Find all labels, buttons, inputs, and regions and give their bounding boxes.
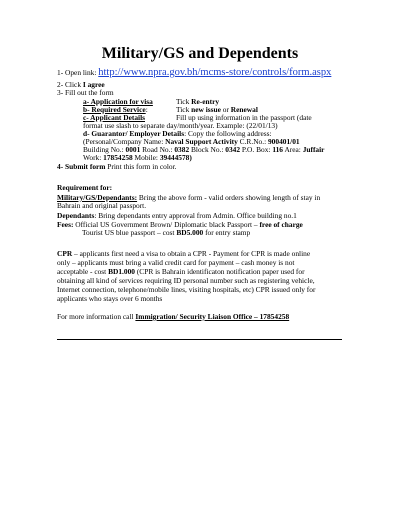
cpr-label: CPR xyxy=(57,249,73,258)
requirement-military-text1: Bring the above form - valid orders showing length of stay in xyxy=(137,193,321,202)
step-2-label: 2- Click xyxy=(57,80,83,89)
form-d-label: d- Guarantor/ Employer Details xyxy=(83,129,185,138)
form-c-line2: format use slash to separate day/month/year. Example: (22/01/13) xyxy=(83,121,278,130)
requirement-fees-text3: for entry stamp xyxy=(203,228,251,237)
requirement-fees-text2: Tourist US blue passport – cost xyxy=(82,228,177,237)
requirement-heading: Requirement for: xyxy=(57,183,113,192)
more-info-contact: Immigration/ Security Liaison Office – 17854258 xyxy=(135,312,290,321)
form-b-value-prefix: Tick xyxy=(176,105,192,114)
step-1 xyxy=(57,68,331,78)
form-d-l3i: Area: xyxy=(283,145,303,154)
step-4-text: Print this form in color. xyxy=(105,162,177,171)
step-4 xyxy=(57,162,176,172)
form-d-l4a: Work: xyxy=(83,153,104,162)
form-d-l3b: 0001 xyxy=(125,145,141,154)
step-2-action: I agree xyxy=(82,80,105,89)
page-title: Military/GS and Dependents xyxy=(101,45,299,62)
step-4-label: 4- Submit form xyxy=(57,162,106,171)
cpr-line5: Internet connection, telephone/mobile lines, visiting hospitals, etc) CPR issued only for xyxy=(57,285,316,294)
form-a-value-prefix: Tick xyxy=(176,97,192,106)
requirement-fees-free: free of charge xyxy=(259,220,303,229)
form-a-label: a- Application for visa xyxy=(83,97,153,106)
cpr-line2: only – applicants must bring a valid credit card for payment – cash money is not xyxy=(57,258,295,267)
divider-line xyxy=(57,339,342,340)
step-1-label: 1- Open link: xyxy=(57,68,99,77)
step-3: 3- Fill out the form xyxy=(57,88,114,97)
form-d-l4b: 17854258 xyxy=(103,153,133,162)
requirement-fees-cost: BD5.000 xyxy=(176,228,204,237)
requirement-fees-line2 xyxy=(82,228,250,238)
form-link[interactable]: http://www.npra.gov.bh/mcms-store/controls/form.aspx xyxy=(98,67,332,78)
form-d-l2d: 900401/01 xyxy=(267,137,300,146)
cpr-line4: obtaining all kind of services requiring ID personal number such as registering vehicle, xyxy=(57,276,315,285)
requirement-fees-text1: Official US Government Brown/ Diplomatic black Passport – xyxy=(73,220,260,229)
form-c-line1: Fill up using information in the passport (date xyxy=(176,113,312,122)
form-d-l2b: Naval Support Activity xyxy=(165,137,238,146)
form-d-l3c: Road No.: xyxy=(140,145,175,154)
requirement-military-label: Military/GS/Dependants: xyxy=(57,193,138,202)
form-d-l3g: P.O. Box: xyxy=(240,145,273,154)
requirement-dependants-text: : Bring dependants entry approval from Admin. Office building no.1 xyxy=(94,211,297,220)
form-d-l3d: 0382 xyxy=(174,145,190,154)
cpr-line3-a: acceptable - cost xyxy=(57,267,109,276)
requirement-military-line2: Bahrain and original passport. xyxy=(57,201,147,210)
form-d-l3j: Juffair xyxy=(302,145,325,154)
form-b-value-bold: new issue xyxy=(191,105,221,114)
form-b-value-bold2: Renewal xyxy=(230,105,258,114)
cpr-line3-c: (CPR is Bahrain identificaton notification paper used for xyxy=(135,267,305,276)
form-d-l2c: C.R.No.: xyxy=(237,137,268,146)
cpr-line1-text: – applicants first need a visa to obtain a CPR - Payment for CPR is made online xyxy=(72,249,311,258)
form-d-l4d: 39444578) xyxy=(159,153,192,162)
form-d-l4c: Mobile: xyxy=(132,153,160,162)
more-info-text: For more information call xyxy=(57,312,136,321)
form-c-label: c- Applicant Details xyxy=(83,113,145,122)
requirement-fees-label: Fees: xyxy=(57,220,74,229)
form-d-l3e: Block No.: xyxy=(189,145,226,154)
more-info xyxy=(57,312,289,322)
form-d-line1-rest: : Copy the following address: xyxy=(184,129,272,138)
form-a-value-bold: Re-entry xyxy=(191,97,220,106)
cpr-cost: BD1.000 xyxy=(108,267,135,276)
form-d-l3f: 0342 xyxy=(225,145,241,154)
form-b-value-mid: or xyxy=(220,105,231,114)
requirement-dependants-label: Dependants xyxy=(57,211,95,220)
form-b-sep: : xyxy=(145,105,148,114)
cpr-line6: applicants who stays over 6 months xyxy=(57,294,163,303)
form-b-label: b- Required Service xyxy=(83,105,146,114)
form-d-l3a: Building No.: xyxy=(83,145,126,154)
form-d-l3h: 116 xyxy=(272,145,283,154)
form-d-l2a: (Personal/Company Name: xyxy=(83,137,166,146)
